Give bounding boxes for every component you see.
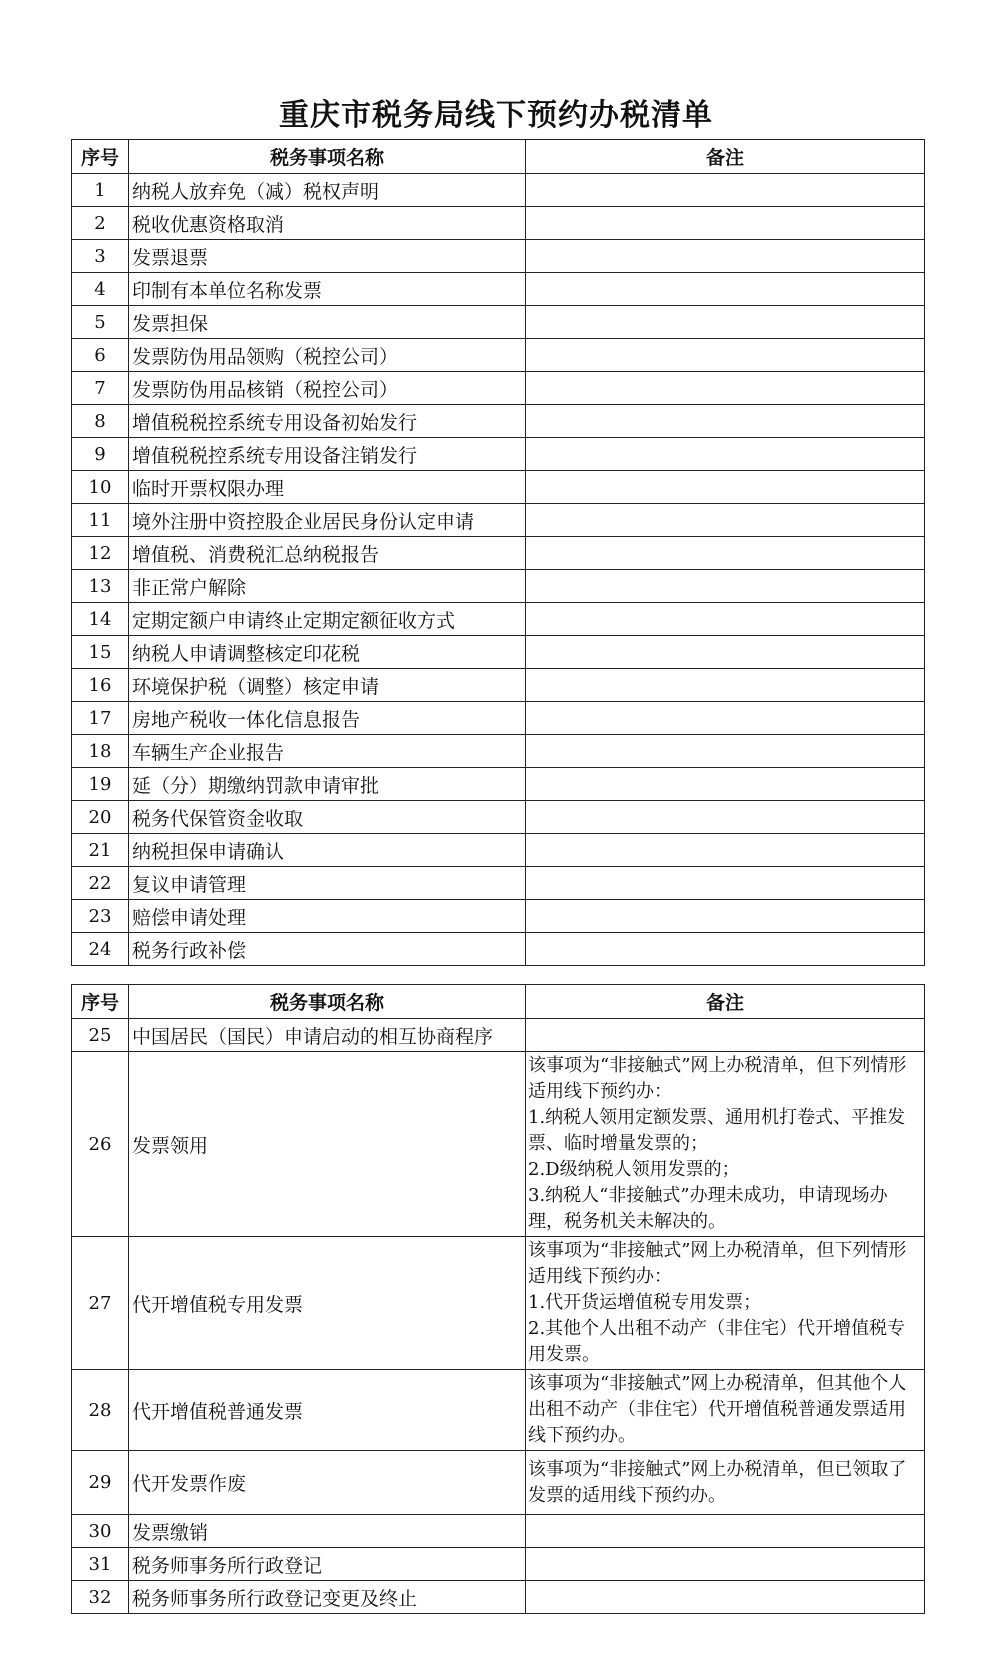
table-row — [72, 273, 925, 306]
table-row — [72, 1581, 925, 1614]
row-number: 30 — [72, 1515, 129, 1548]
row-number: 21 — [72, 834, 129, 867]
item-name: 纳税人放弃免（减）税权声明 — [129, 174, 526, 207]
table-row — [72, 636, 925, 669]
item-remark — [526, 933, 925, 966]
item-name: 代开增值税专用发票 — [129, 1237, 526, 1370]
item-name: 赔偿申请处理 — [129, 900, 526, 933]
item-remark — [526, 1581, 925, 1614]
table-row — [72, 1237, 925, 1370]
item-remark — [526, 867, 925, 900]
row-number: 25 — [72, 1019, 129, 1052]
item-remark — [526, 669, 925, 702]
item-name: 发票缴销 — [129, 1515, 526, 1548]
item-remark — [526, 372, 925, 405]
row-number: 26 — [72, 1052, 129, 1237]
item-remark — [526, 207, 925, 240]
table-row — [72, 669, 925, 702]
table-row — [72, 1052, 925, 1237]
row-number: 23 — [72, 900, 129, 933]
row-number: 15 — [72, 636, 129, 669]
tax-items-table-part1 — [71, 139, 925, 966]
table-row — [72, 240, 925, 273]
table-row — [72, 405, 925, 438]
header-remark: 备注 — [526, 985, 925, 1019]
header-no: 序号 — [72, 985, 129, 1019]
table-row — [72, 1451, 925, 1515]
tax-items-table-part2 — [71, 984, 925, 1614]
header-no: 序号 — [72, 140, 129, 174]
item-remark — [526, 570, 925, 603]
item-remark — [526, 702, 925, 735]
item-name: 房地产税收一体化信息报告 — [129, 702, 526, 735]
table-row — [72, 306, 925, 339]
item-remark — [526, 438, 925, 471]
item-name: 税收优惠资格取消 — [129, 207, 526, 240]
item-name: 临时开票权限办理 — [129, 471, 526, 504]
item-remark: 该事项为“非接触式”网上办税清单，但其他个人出租不动产（非住宅）代开增值税普通发票适用线下预约办。 — [526, 1370, 925, 1451]
item-remark — [526, 735, 925, 768]
row-number: 31 — [72, 1548, 129, 1581]
table-header-row — [72, 140, 925, 174]
item-name: 代开增值税普通发票 — [129, 1370, 526, 1451]
row-number: 3 — [72, 240, 129, 273]
item-remark: 该事项为“非接触式”网上办税清单，但下列情形适用线下预约办： 1.代开货运增值税专用发票； 2.其他个人出租不动产（非住宅）代开增值税专用发票。 — [526, 1237, 925, 1370]
item-remark — [526, 1548, 925, 1581]
item-remark — [526, 339, 925, 372]
item-remark: 该事项为“非接触式”网上办税清单，但已领取了发票的适用线下预约办。 — [526, 1451, 925, 1515]
row-number: 8 — [72, 405, 129, 438]
item-name: 增值税税控系统专用设备初始发行 — [129, 405, 526, 438]
item-name: 纳税担保申请确认 — [129, 834, 526, 867]
item-remark — [526, 306, 925, 339]
item-name: 复议申请管理 — [129, 867, 526, 900]
item-name: 增值税、消费税汇总纳税报告 — [129, 537, 526, 570]
item-remark — [526, 471, 925, 504]
item-remark — [526, 1515, 925, 1548]
row-number: 9 — [72, 438, 129, 471]
item-name: 发票防伪用品领购（税控公司） — [129, 339, 526, 372]
item-remark: 该事项为“非接触式”网上办税清单，但下列情形适用线下预约办： 1.纳税人领用定额发票、通用机打卷式、平推发票、临时增量发票的； 2.D级纳税人领用发票的； 3.纳税人“非接触式”办理未成功，申请现场办理，税务机关未解决的。 — [526, 1052, 925, 1237]
table-row — [72, 1548, 925, 1581]
row-number: 32 — [72, 1581, 129, 1614]
row-number: 13 — [72, 570, 129, 603]
page-title: 重庆市税务局线下预约办税清单 — [279, 98, 713, 133]
item-name: 中国居民（国民）申请启动的相互协商程序 — [129, 1019, 526, 1052]
table-row — [72, 933, 925, 966]
row-number: 27 — [72, 1237, 129, 1370]
row-number: 4 — [72, 273, 129, 306]
item-remark — [526, 636, 925, 669]
table-row — [72, 570, 925, 603]
item-remark — [526, 537, 925, 570]
table-row — [72, 372, 925, 405]
item-remark — [526, 603, 925, 636]
table-row — [72, 735, 925, 768]
item-name: 印制有本单位名称发票 — [129, 273, 526, 306]
item-remark — [526, 900, 925, 933]
row-number: 5 — [72, 306, 129, 339]
item-name: 境外注册中资控股企业居民身份认定申请 — [129, 504, 526, 537]
item-name: 发票领用 — [129, 1052, 526, 1237]
table-row — [72, 438, 925, 471]
item-remark — [526, 504, 925, 537]
item-name: 环境保护税（调整）核定申请 — [129, 669, 526, 702]
row-number: 20 — [72, 801, 129, 834]
item-name: 税务师事务所行政登记变更及终止 — [129, 1581, 526, 1614]
table-row — [72, 900, 925, 933]
table-row — [72, 801, 925, 834]
row-number: 24 — [72, 933, 129, 966]
table-row — [72, 867, 925, 900]
item-name: 税务行政补偿 — [129, 933, 526, 966]
item-name: 延（分）期缴纳罚款申请审批 — [129, 768, 526, 801]
item-name: 税务代保管资金收取 — [129, 801, 526, 834]
table-row — [72, 537, 925, 570]
row-number: 2 — [72, 207, 129, 240]
table-row — [72, 1515, 925, 1548]
row-number: 19 — [72, 768, 129, 801]
item-name: 定期定额户申请终止定期定额征收方式 — [129, 603, 526, 636]
item-remark — [526, 801, 925, 834]
item-remark — [526, 405, 925, 438]
header-name: 税务事项名称 — [129, 140, 526, 174]
table-row — [72, 1019, 925, 1052]
item-name: 非正常户解除 — [129, 570, 526, 603]
item-remark — [526, 834, 925, 867]
row-number: 28 — [72, 1370, 129, 1451]
table-row — [72, 702, 925, 735]
item-name: 发票担保 — [129, 306, 526, 339]
row-number: 18 — [72, 735, 129, 768]
header-remark: 备注 — [526, 140, 925, 174]
row-number: 12 — [72, 537, 129, 570]
table-row — [72, 471, 925, 504]
row-number: 7 — [72, 372, 129, 405]
row-number: 22 — [72, 867, 129, 900]
table-row — [72, 834, 925, 867]
row-number: 16 — [72, 669, 129, 702]
item-name: 发票防伪用品核销（税控公司） — [129, 372, 526, 405]
item-name: 增值税税控系统专用设备注销发行 — [129, 438, 526, 471]
table-row — [72, 1370, 925, 1451]
item-name: 纳税人申请调整核定印花税 — [129, 636, 526, 669]
row-number: 10 — [72, 471, 129, 504]
item-remark — [526, 273, 925, 306]
table-row — [72, 504, 925, 537]
row-number: 14 — [72, 603, 129, 636]
table-header-row — [72, 985, 925, 1019]
table-row — [72, 339, 925, 372]
item-remark — [526, 1019, 925, 1052]
table-row — [72, 768, 925, 801]
row-number: 29 — [72, 1451, 129, 1515]
header-name: 税务事项名称 — [129, 985, 526, 1019]
item-name: 发票退票 — [129, 240, 526, 273]
table-row — [72, 174, 925, 207]
row-number: 11 — [72, 504, 129, 537]
item-remark — [526, 174, 925, 207]
row-number: 17 — [72, 702, 129, 735]
row-number: 6 — [72, 339, 129, 372]
table-row — [72, 603, 925, 636]
item-remark — [526, 240, 925, 273]
item-name: 车辆生产企业报告 — [129, 735, 526, 768]
item-name: 税务师事务所行政登记 — [129, 1548, 526, 1581]
table-row — [72, 207, 925, 240]
row-number: 1 — [72, 174, 129, 207]
item-remark — [526, 768, 925, 801]
item-name: 代开发票作废 — [129, 1451, 526, 1515]
